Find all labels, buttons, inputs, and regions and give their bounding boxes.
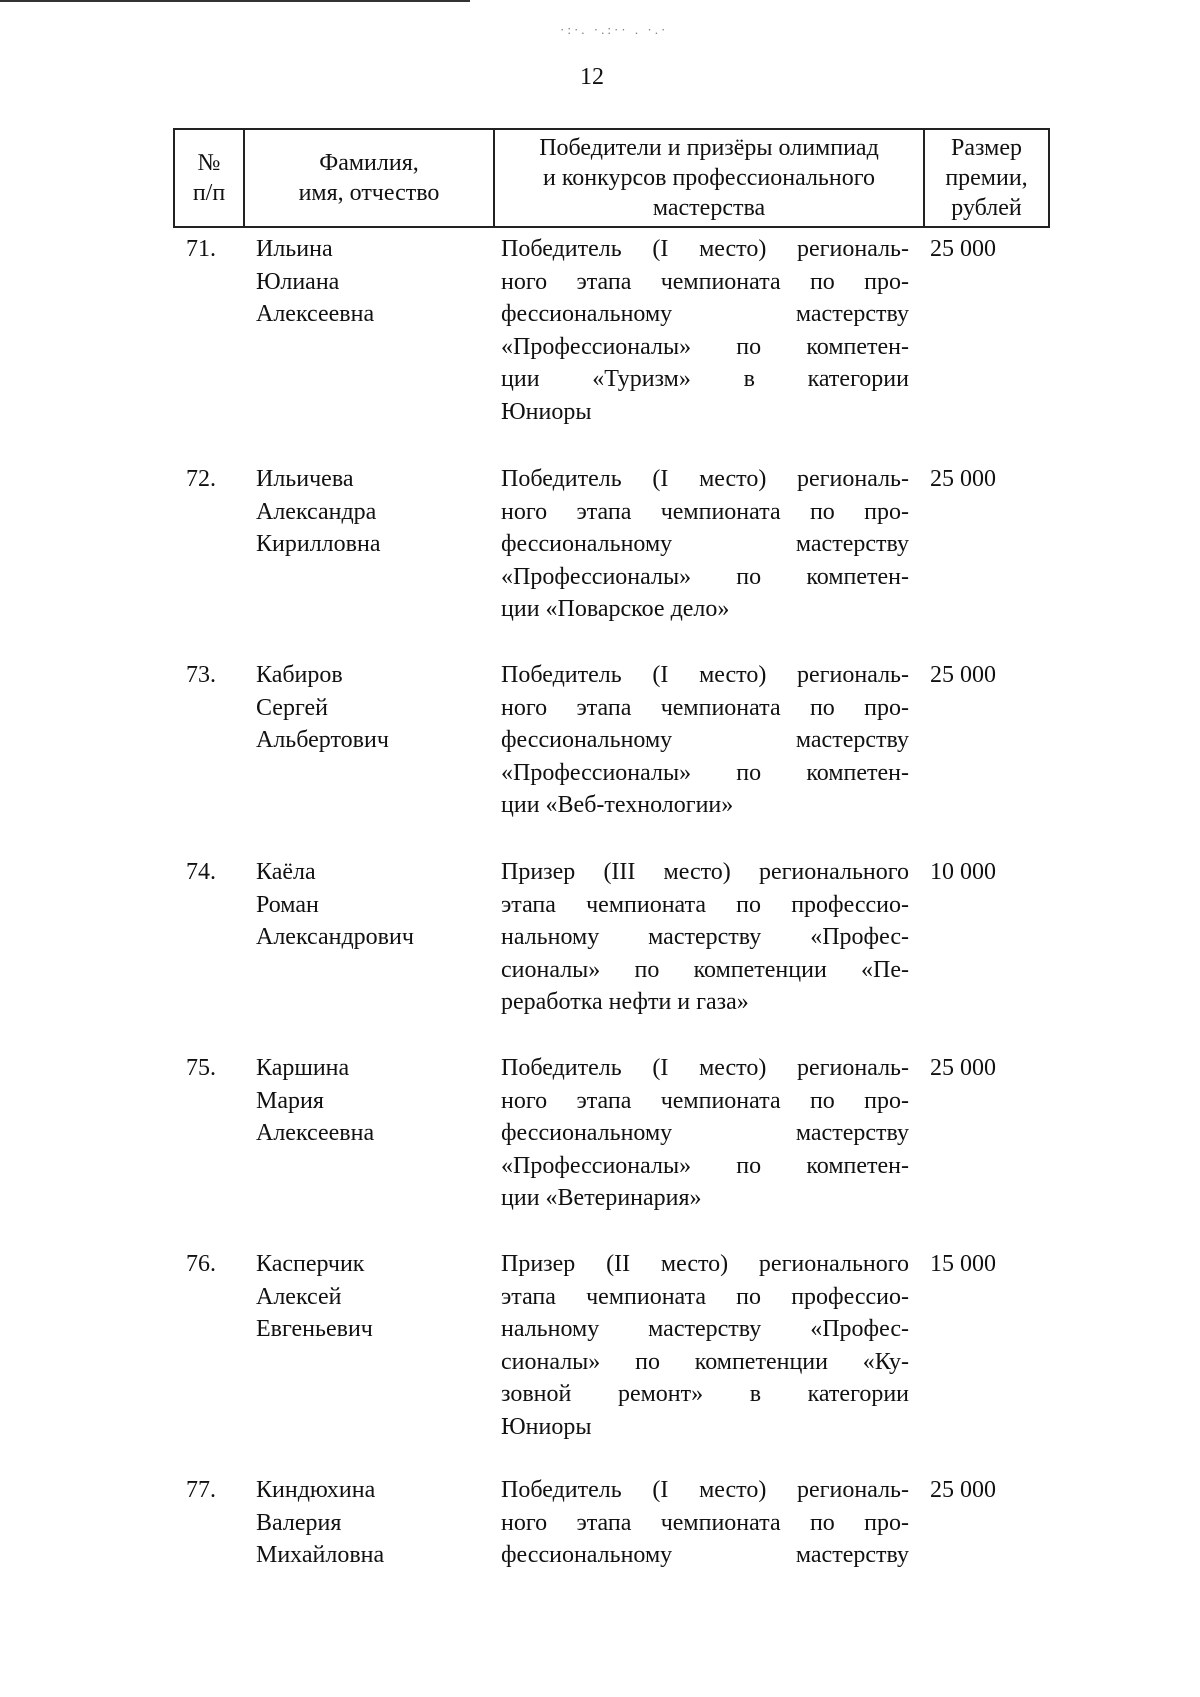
row-description: Победитель (I место) региональ- ного этапа чемпионата по про- фессиональному мастерству «Профессионалы» по компетен- ции «Веб-технологии»	[501, 662, 909, 818]
row-amount: 25 000	[930, 466, 996, 492]
row-number: 75.	[186, 1055, 216, 1081]
row-amount: 25 000	[930, 662, 996, 688]
row-amount: 10 000	[930, 859, 996, 885]
top-edge-rule	[0, 0, 470, 2]
row-number: 73.	[186, 662, 216, 688]
row-amount: 25 000	[930, 1477, 996, 1503]
header-col-description: Победители и призёры олимпиад и конкурсов профессионального мастерства	[495, 130, 925, 226]
row-full-name: Ильина Юлиана Алексеевна	[256, 236, 375, 327]
row-description: Победитель (I место) региональ- ного этапа чемпионата по про- фессиональному мастерству «Профессионалы» по компетен- ции «Поварское дело»	[501, 466, 909, 622]
row-number: 72.	[186, 466, 216, 492]
row-full-name: Ильичева Александра Кирилловна	[256, 466, 381, 557]
row-full-name: Касперчик Алексей Евгеньевич	[256, 1251, 373, 1342]
row-amount: 25 000	[930, 236, 996, 262]
header-col-number: № п/п	[175, 130, 245, 226]
row-description: Призер (II место) регионального этапа чемпионата по профессио- нальному мастерству «Профес- сионалы» по компетенции «Ку- зовной ремонт» в категории Юниоры	[501, 1251, 909, 1440]
row-full-name: Каршина Мария Алексеевна	[256, 1055, 375, 1146]
row-full-name: Киндюхина Валерия Михайловна	[256, 1477, 385, 1568]
header-col-amount: Размер премии, рублей	[945, 135, 1028, 221]
row-full-name: Кабиров Сергей Альбертович	[256, 662, 389, 753]
row-number: 76.	[186, 1251, 216, 1277]
row-description: Победитель (I место) региональ- ного этапа чемпионата по про- фессиональному мастерству	[501, 1477, 909, 1568]
row-full-name: Каёла Роман Александрович	[256, 859, 414, 950]
page-number: 12	[580, 64, 604, 90]
scan-noise: ·:·. ·.:·· . ·.·	[560, 22, 669, 37]
row-description: Победитель (I место) региональ- ного этапа чемпионата по про- фессиональному мастерству «Профессионалы» по компетен- ции «Ветеринария»	[501, 1055, 909, 1211]
row-number: 77.	[186, 1477, 216, 1503]
row-number: 74.	[186, 859, 216, 885]
header-col-name: Фамилия, имя, отчество	[245, 130, 495, 226]
table-header	[173, 128, 1050, 228]
row-description: Призер (III место) регионального этапа чемпионата по профессио- нальному мастерству «Профес- сионалы» по компетенции «Пе- реработка нефти и газа»	[501, 859, 909, 1015]
row-number: 71.	[186, 236, 216, 262]
row-amount: 15 000	[930, 1251, 996, 1277]
row-amount: 25 000	[930, 1055, 996, 1081]
row-description: Победитель (I место) региональ- ного этапа чемпионата по про- фессиональному мастерству «Профессионалы» по компетен- ции «Туризм» в категории Юниоры	[501, 236, 909, 425]
